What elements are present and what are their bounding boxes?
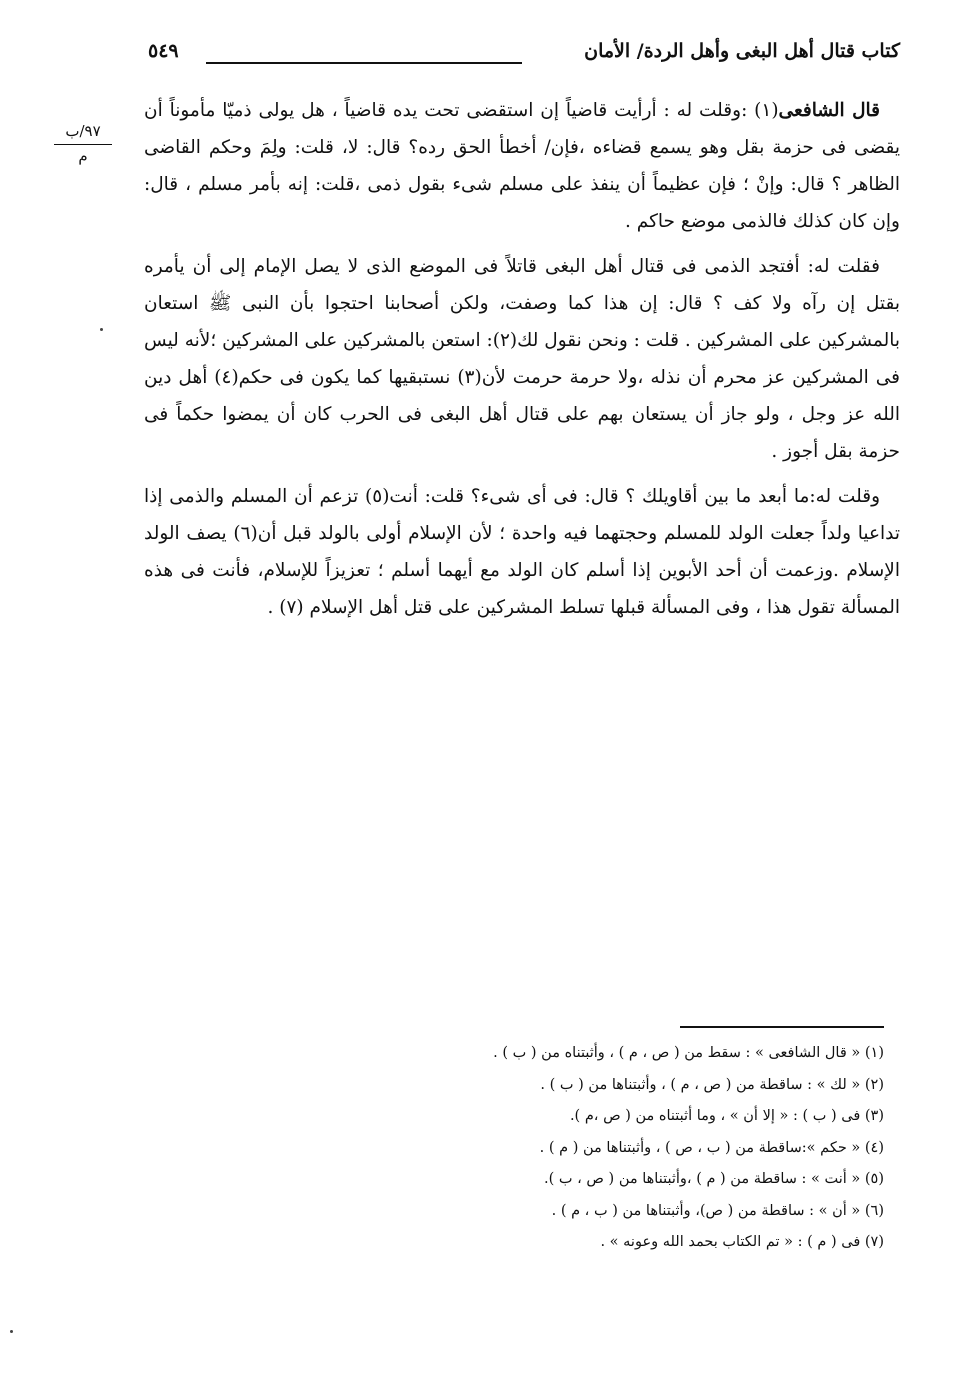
header-rule	[206, 62, 522, 64]
paragraph	[144, 92, 900, 240]
footnote: (٦) « أن » : ساقطة من ( ص)، وأثبتناها من ( ب ، م ) .	[551, 1202, 884, 1219]
main-text-body	[144, 92, 900, 634]
folio-ref-bottom: م	[78, 147, 88, 165]
paragraph-text: وقلت له:ما أبعد ما بين أقاويلك ؟ قال: فى أى شىء؟ قلت: أنت(٥) تزعم أن المسلم والذمى إذا تداعيا ولداً جعلت الولد للمسلم وحجتهما فيه واحدة ؛ لأن الإسلام أولى بالولد قبل أن(٦) يصف الولد الإسلام .وزعمت أن أحد الأبوين إذا أسلم كان الولد مع أيهما أسلم ؛ تعزيزاً للإسلام، فأنت فى هذه المسألة تقول هذا ، وفى المسألة قبلها تسلط المشركين على قتل أهل الإسلام (٧) .	[144, 486, 900, 618]
footnote-rule	[680, 1026, 884, 1028]
footnote: (٧) فى ( م ) : « تم الكتاب بحمد الله وعونه » .	[600, 1234, 884, 1250]
folio-ref-top: ٩٧/ب	[54, 120, 112, 145]
paragraph-text: (١) :وقلت له : أرأيت قاضياً إن استقضى تحت يده قاضياً ، هل يولى ذميّا مأموناً أن يقضى فى حزمة بقل وهو يسمع قضاءه ،فإن/ أخطأ الحق رده؟ قال: لا، قلت: ولِمَ وحكم القاضى الظاهر ؟ قال: وإنْ ؛ فإن عظيماً أن ينفذ على مسلم شىء بقول ذمى ،قلت: إنه بأمر مسلم ، قال: وإن كان كذلك فالذمى موضع حاكم .	[144, 100, 900, 232]
footnotes-section	[380, 1038, 884, 1259]
footnote: (٤) « حكم »:ساقطة من ( ب ، ص ) ، وأثبتناها من ( م ) .	[539, 1139, 884, 1156]
paragraph-speaker: قال الشافعى	[778, 100, 880, 121]
running-header	[148, 40, 900, 76]
manuscript-folio-note	[54, 120, 112, 167]
paragraph	[144, 248, 900, 470]
footnote: (٥) « أنت » : ساقطة من ( م ) ،وأثبتناها من ( ص ، ب ).	[543, 1171, 884, 1187]
page-number: ٥٤٩	[148, 40, 179, 62]
paragraph	[144, 478, 900, 626]
footnote: (٣) فى ( ب ) : « إلا أن » ، وما أثبتناه من ( ص ،م ).	[569, 1108, 884, 1124]
book-title: كتاب قتال أهل البغى وأهل الردة/ الأمان	[584, 40, 900, 62]
scan-speck	[10, 1330, 13, 1333]
scan-speck	[100, 328, 103, 331]
footnote: (١) « قال الشافعى » : سقط من ( ص ، م ) ، وأثبتناه من ( ب ) .	[493, 1045, 884, 1061]
footnote: (٢) « لك » : ساقطة من ( ص ، م ) ، وأثبتناها من ( ب ) .	[540, 1076, 884, 1093]
paragraph-text: فقلت له: أفتجد الذمى فى قتال أهل البغى قاتلاً فى الموضع الذى لا يصل الإمام إلى أن يأمره بقتل إن رآه ولا كف ؟ قال: إن هذا كما وصفت، ولكن أصحابنا احتجوا بأن النبى ﷺ استعان بالمشركين على المشركين . قلت : ونحن نقول لك(٢): استعن بالمشركين على المشركين ؛لأنه ليس فى المشركين عز محرم أن نذله ،ولا حرمة حرمت لأن(٣) نستبقيها كما يكون فى حكم(٤) أهل دين الله عز وجل ، ولو جاز أن يستعان بهم على قتال أهل البغى فى الحرب كان أن يمضوا حكماً فى حزمة بقل أجوز .	[144, 256, 901, 462]
